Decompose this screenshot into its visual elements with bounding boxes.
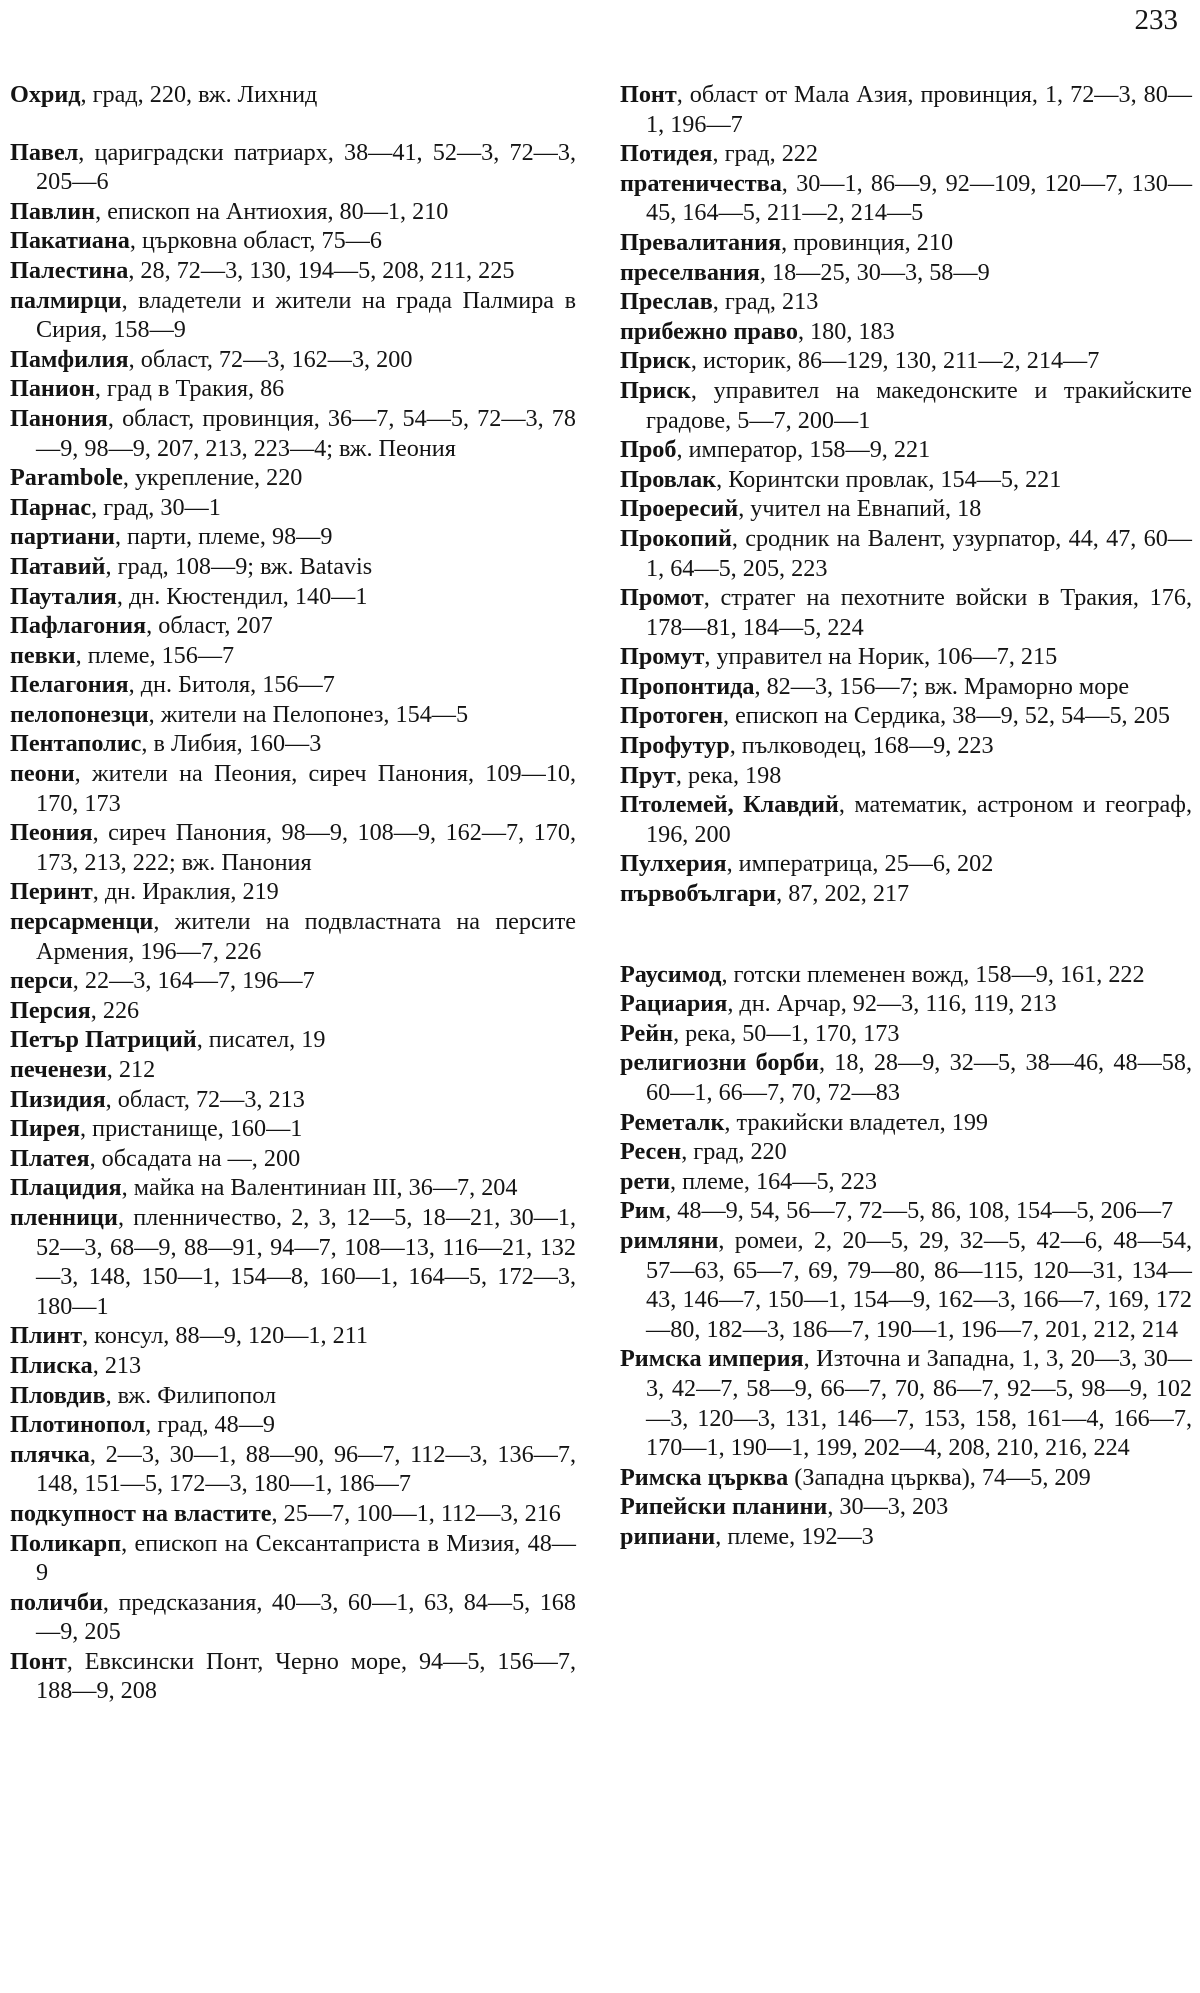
entry-text: , пълководец, 168—9, 223	[729, 732, 994, 760]
entry-text: , дн. Битоля, 156—7	[128, 671, 335, 699]
entry-heading: Памфилия	[10, 345, 129, 373]
entry-heading: Провлак	[620, 465, 717, 493]
entry-text: , предсказания, 40—3, 60—1, 63, 84—5, 168—9, 205	[36, 1588, 576, 1646]
index-entry	[10, 818, 576, 877]
index-entry	[620, 435, 1192, 465]
entry-text: , 18, 28—9, 32—5, 38—46, 48—58, 60—1, 66—7, 70, 72—83	[646, 1049, 1192, 1106]
index-entry	[620, 879, 1192, 909]
entry-text: , владетели и жители на града Палмира в Сирия, 158—9	[36, 286, 576, 344]
entry-text: , епископ на Антиохия, 80—1, 210	[95, 197, 449, 225]
entry-text: , император, 158—9, 221	[676, 436, 931, 464]
entry-text: , 30—3, 203	[827, 1493, 949, 1521]
entry-text: , дн. Арчар, 92—3, 116, 119, 213	[727, 990, 1057, 1018]
entry-heading: римляни	[620, 1226, 719, 1254]
entry-text: , град, 220, вж. Лихнид	[80, 81, 318, 108]
entry-heading: Пеония	[10, 819, 93, 847]
index-entry	[10, 1351, 576, 1381]
entry-text: , 28, 72—3, 130, 194—5, 208, 211, 225	[128, 256, 515, 284]
index-entry	[10, 463, 576, 493]
index-entry	[620, 1108, 1192, 1138]
entry-heading: Пулхерия	[620, 850, 727, 878]
entry-heading: преселвания	[620, 258, 760, 286]
entry-heading: Пирея	[10, 1115, 81, 1143]
index-entry	[620, 287, 1192, 317]
index-entry	[620, 139, 1192, 169]
index-entry	[10, 286, 576, 345]
index-entry	[620, 1492, 1192, 1522]
entry-heading: подкупност на властите	[10, 1499, 272, 1527]
entry-heading: Павлин	[10, 197, 96, 225]
entry-heading: пелопонезци	[10, 700, 149, 728]
index-entry	[620, 989, 1192, 1019]
index-entry	[10, 907, 576, 966]
entry-heading: Понт	[10, 1647, 67, 1675]
entry-text: , 180, 183	[797, 317, 895, 345]
entry-text: , Евксински Понт, Черно море, 94—5, 156—7, 188—9, 208	[36, 1647, 576, 1705]
entry-heading: Проб	[620, 436, 677, 464]
entry-heading: Пелагония	[10, 671, 129, 699]
index-entry	[10, 1025, 576, 1055]
index-entry	[620, 1522, 1192, 1552]
index-entry	[620, 731, 1192, 761]
entry-heading: Поликарп	[10, 1529, 122, 1557]
entry-text: , 82—3, 156—7; вж. Мраморно море	[754, 672, 1130, 700]
entry-text: , жители на подвластната на персите Армения, 196—7, 226	[36, 908, 576, 965]
entry-heading: рети	[620, 1167, 671, 1195]
index-entry	[620, 1226, 1192, 1344]
entry-text: , река, 50—1, 170, 173	[673, 1019, 900, 1047]
entry-heading: рипиани	[620, 1522, 716, 1550]
entry-text: , Източна и Западна, 1, 3, 20—3, 30—3, 42—7, 58—9, 66—7, 70, 86—7, 92—5, 98—9, 102—3, 120—3, 131, 146—7, 153, 158, 161—4, 166—7, 170—1, 190—1, 199, 202—4, 208, 210, 216, 224	[646, 1345, 1192, 1462]
entry-heading: Охрид	[10, 81, 81, 108]
index-entry	[620, 317, 1192, 347]
index-entry	[620, 346, 1192, 376]
entry-text: , 25—7, 100—1, 112—3, 216	[271, 1499, 561, 1527]
entry-text: , дн. Ираклия, 219	[92, 878, 279, 906]
index-entry	[10, 1499, 576, 1529]
index-entry	[10, 1085, 576, 1115]
entry-text: , град, 48—9	[145, 1411, 276, 1439]
entry-heading: Палестина	[10, 256, 129, 284]
entry-text: , град, 108—9; вж. Batavis	[105, 552, 373, 580]
entry-heading: Приск	[620, 347, 691, 375]
index-entry	[620, 1167, 1192, 1197]
index-entry	[620, 169, 1192, 228]
entry-heading: Протоген	[620, 702, 724, 730]
entry-heading: пеони	[10, 760, 75, 788]
entry-text: , жители на Пелопонез, 154—5	[148, 700, 469, 728]
index-entry	[10, 1529, 576, 1588]
entry-heading: Римска империя	[620, 1345, 804, 1373]
index-entry	[620, 960, 1192, 990]
entry-text: , учител на Евнапий, 18	[738, 495, 982, 523]
page-number: 233	[1134, 4, 1178, 36]
index-entry	[10, 1144, 576, 1174]
index-entry	[10, 226, 576, 256]
entry-text: , град, 30—1	[91, 493, 221, 521]
entry-heading: Римска църква	[620, 1463, 789, 1491]
entry-heading: религиозни борби	[620, 1049, 819, 1077]
index-entry	[10, 374, 576, 404]
entry-text: , писател, 19	[196, 1026, 326, 1054]
index-entry	[620, 849, 1192, 879]
entry-text: , дн. Кюстендил, 140—1	[116, 582, 368, 610]
entry-heading: Панион	[10, 375, 95, 403]
index-entry	[620, 465, 1192, 495]
entry-text: , 48—9, 54, 56—7, 72—5, 86, 108, 154—5, 206—7	[665, 1197, 1174, 1225]
index-entry	[10, 1203, 576, 1321]
index-entry	[620, 228, 1192, 258]
entry-text: , 212	[106, 1056, 156, 1083]
entry-heading: плячка	[10, 1440, 90, 1468]
entry-heading: Проересий	[620, 495, 739, 523]
entry-heading: Профутур	[620, 732, 730, 760]
entry-heading: Превалитания	[620, 228, 782, 256]
entry-text: , сиреч Панония, 98—9, 108—9, 162—7, 170, 173, 213, 222; вж. Панония	[36, 819, 576, 876]
index-entry	[10, 670, 576, 700]
entry-heading: Реметалк	[620, 1108, 725, 1136]
entry-text: , сродник на Валент, узурпатор, 44, 47, 60—1, 64—5, 205, 223	[646, 524, 1192, 582]
index-entry	[620, 761, 1192, 791]
entry-heading: Прокопий	[620, 524, 732, 552]
entry-text: , 18—25, 30—3, 58—9	[759, 258, 990, 286]
index-entry	[10, 80, 576, 110]
index-entry	[10, 700, 576, 730]
entry-heading: Платея	[10, 1144, 90, 1172]
entry-text: , 213	[92, 1351, 142, 1379]
entry-text: , област, провинция, 36—7, 54—5, 72—3, 78—9, 98—9, 207, 213, 223—4; вж. Пеония	[36, 404, 576, 462]
index-entry	[620, 258, 1192, 288]
entry-text: , река, 198	[675, 761, 782, 789]
entry-text: , пристанище, 160—1	[80, 1115, 303, 1143]
index-entry	[10, 345, 576, 375]
entry-heading: Промут	[620, 643, 705, 671]
index-entry	[620, 1048, 1192, 1107]
index-entry	[10, 611, 576, 641]
entry-text: , църковна област, 75—6	[129, 227, 382, 255]
entry-text: , 226	[90, 996, 140, 1024]
entry-heading: Приск	[620, 376, 691, 404]
entry-heading: перси	[10, 967, 73, 995]
index-entry	[620, 1137, 1192, 1167]
index-entry	[10, 582, 576, 612]
entry-text: , пленничество, 2, 3, 12—5, 18—21, 30—1, 52—3, 68—9, 88—91, 94—7, 108—13, 116—21, 132—3, 148, 150—1, 154—8, 160—1, 164—5, 172—3, 180—1	[36, 1203, 576, 1320]
entry-heading: певки	[10, 641, 76, 669]
entry-heading: Перинт	[10, 878, 93, 906]
index-entry	[10, 1440, 576, 1499]
entry-heading: Преслав	[620, 288, 713, 316]
entry-heading: Рипейски планини	[620, 1493, 828, 1521]
index-entry	[620, 1196, 1192, 1226]
index-entry	[10, 1114, 576, 1144]
entry-heading: Прут	[620, 761, 676, 789]
entry-heading: поличби	[10, 1588, 103, 1616]
index-entry	[10, 1055, 576, 1085]
index-entry	[620, 1463, 1192, 1493]
entry-heading: Плацидия	[10, 1174, 122, 1202]
entry-text: , град, 222	[712, 140, 818, 168]
index-entry	[10, 641, 576, 671]
index-entry	[10, 493, 576, 523]
entry-heading: Петър Патриций	[10, 1026, 197, 1054]
entry-heading: Парнас	[10, 493, 92, 521]
entry-heading: Понт	[620, 81, 677, 108]
entry-heading: Рейн	[620, 1019, 674, 1047]
index-entry	[620, 642, 1192, 672]
entry-text: , консул, 88—9, 120—1, 211	[82, 1322, 369, 1350]
index-entry	[10, 996, 576, 1026]
entry-heading: Пловдив	[10, 1381, 106, 1409]
entry-text: , императрица, 25—6, 202	[726, 850, 994, 878]
entry-text: , майка на Валентиниан III, 36—7, 204	[121, 1174, 518, 1202]
entry-text: , тракийски владетел, 199	[724, 1108, 989, 1136]
entry-heading: партиани	[10, 523, 115, 551]
entry-text: , племе, 192—3	[715, 1522, 874, 1550]
index-entry	[10, 552, 576, 582]
index-entry	[620, 583, 1192, 642]
entry-text: , 2—3, 30—1, 88—90, 96—7, 112—3, 136—7, 148, 151—5, 172—3, 180—1, 186—7	[36, 1440, 576, 1498]
entry-heading: печенези	[10, 1056, 107, 1083]
entry-heading: Плиска	[10, 1351, 93, 1379]
index-entry	[10, 966, 576, 996]
index-entry	[10, 877, 576, 907]
entry-heading: Персия	[10, 996, 91, 1024]
entry-heading: Пентаполис	[10, 730, 142, 758]
entry-text: , град в Тракия, 86	[94, 375, 285, 403]
index-entry	[620, 524, 1192, 583]
entry-text: , Коринтски провлак, 154—5, 221	[716, 465, 1062, 493]
entry-text: , племе, 164—5, 223	[670, 1167, 877, 1195]
entry-text: , област, 72—3, 213	[105, 1085, 305, 1113]
entry-heading: Плотинопол	[10, 1411, 146, 1439]
entry-heading: Патавий	[10, 552, 106, 580]
index-entry	[620, 80, 1192, 139]
entry-text: , стратег на пехотните войски в Тракия, 176, 178—81, 184—5, 224	[646, 584, 1192, 641]
index-entry	[620, 672, 1192, 702]
entry-heading: Parambole	[10, 464, 123, 492]
entry-heading: Пропонтида	[620, 672, 755, 700]
entry-heading: прибежно право	[620, 317, 798, 345]
entry-heading: Павел	[10, 138, 79, 166]
index-column-left	[10, 80, 576, 1706]
index-entry	[620, 494, 1192, 524]
entry-text: , град, 213	[712, 288, 819, 316]
entry-text: , жители на Пеония, сиреч Панония, 109—10, 170, 173	[36, 760, 576, 817]
entry-heading: Раусимод	[620, 960, 722, 988]
index-entry	[620, 701, 1192, 731]
entry-heading: Потидея	[620, 140, 713, 168]
index-entry	[10, 138, 576, 197]
index-entry	[10, 404, 576, 463]
entry-text: , 22—3, 164—7, 196—7	[72, 967, 315, 995]
index-entry	[10, 1647, 576, 1706]
entry-heading: Рим	[620, 1197, 666, 1225]
entry-heading: персарменци	[10, 908, 154, 936]
entry-heading: палмирци	[10, 286, 122, 314]
entry-text: , епископ на Сексантаприста в Мизия, 48—9	[36, 1529, 576, 1587]
entry-text: , епископ на Сердика, 38—9, 52, 54—5, 205	[723, 702, 1170, 730]
entry-text: , историк, 86—129, 130, 211—2, 214—7	[690, 347, 1100, 375]
entry-text: , управител на македонските и тракийските градове, 5—7, 200—1	[646, 376, 1192, 434]
entry-text: , математик, астроном и географ, 196, 200	[646, 791, 1193, 848]
index-entry	[10, 1588, 576, 1647]
entry-text: , 30—1, 86—9, 92—109, 120—7, 130—45, 164—5, 211—2, 214—5	[646, 169, 1192, 227]
entry-heading: Пакатиана	[10, 227, 130, 255]
entry-text: , в Либия, 160—3	[141, 730, 322, 758]
index-entry	[10, 1173, 576, 1203]
entry-text: , укрепление, 220	[122, 464, 303, 492]
index-entry	[10, 759, 576, 818]
entry-text: , вж. Филипопол	[105, 1381, 277, 1409]
entry-text: , готски племенен вожд, 158—9, 161, 222	[721, 960, 1145, 988]
entry-text: , област от Мала Азия, провинция, 1, 72—3, 80—1, 196—7	[646, 81, 1192, 138]
index-entry	[10, 197, 576, 227]
entry-text: , управител на Норик, 106—7, 215	[704, 643, 1058, 671]
entry-heading: Ресен	[620, 1138, 682, 1166]
entry-heading: Промот	[620, 584, 704, 612]
entry-heading: Пафлагония	[10, 612, 147, 640]
entry-heading: Плинт	[10, 1322, 83, 1350]
index-entry	[10, 522, 576, 552]
entry-text: , 87, 202, 217	[776, 880, 910, 908]
index-entry	[620, 1019, 1192, 1049]
index-column-right	[620, 80, 1192, 1552]
entry-text: , племе, 156—7	[75, 641, 235, 669]
entry-heading: Рациария	[620, 990, 728, 1018]
entry-text: , парти, племе, 98—9	[114, 523, 333, 551]
index-entry	[10, 256, 576, 286]
entry-text: , ромеи, 2, 20—5, 29, 32—5, 42—6, 48—54, 57—63, 65—7, 69, 79—80, 86—115, 120—31, 134—43, 146—7, 150—1, 154—9, 162—3, 166—7, 169, 172—80, 182—3, 186—7, 190—1, 196—7, 201, 212, 214	[646, 1226, 1192, 1343]
entry-text: , цариградски патриарх, 38—41, 52—3, 72—3, 205—6	[36, 138, 576, 196]
entry-text: , обсадата на —, 200	[89, 1144, 301, 1172]
index-entry	[10, 1381, 576, 1411]
entry-text: , област, 207	[146, 612, 273, 640]
entry-text: , провинция, 210	[781, 228, 954, 256]
entry-heading: Пауталия	[10, 582, 117, 610]
entry-heading: Пизидия	[10, 1085, 106, 1113]
entry-heading: Панония	[10, 404, 108, 432]
index-entry	[10, 1321, 576, 1351]
index-entry	[620, 790, 1192, 849]
entry-text: (Западна църква), 74—5, 209	[788, 1463, 1091, 1491]
index-entry	[620, 1344, 1192, 1462]
index-entry	[10, 1410, 576, 1440]
index-entry	[10, 729, 576, 759]
entry-text: , град, 220	[681, 1138, 787, 1166]
entry-heading: Птолемей, Клавдий	[620, 791, 839, 819]
entry-text: , област, 72—3, 162—3, 200	[128, 345, 413, 373]
index-entry	[620, 376, 1192, 435]
entry-heading: първобългари	[620, 880, 777, 908]
entry-heading: пленници	[10, 1203, 118, 1231]
entry-heading: пратеничества	[620, 169, 782, 197]
